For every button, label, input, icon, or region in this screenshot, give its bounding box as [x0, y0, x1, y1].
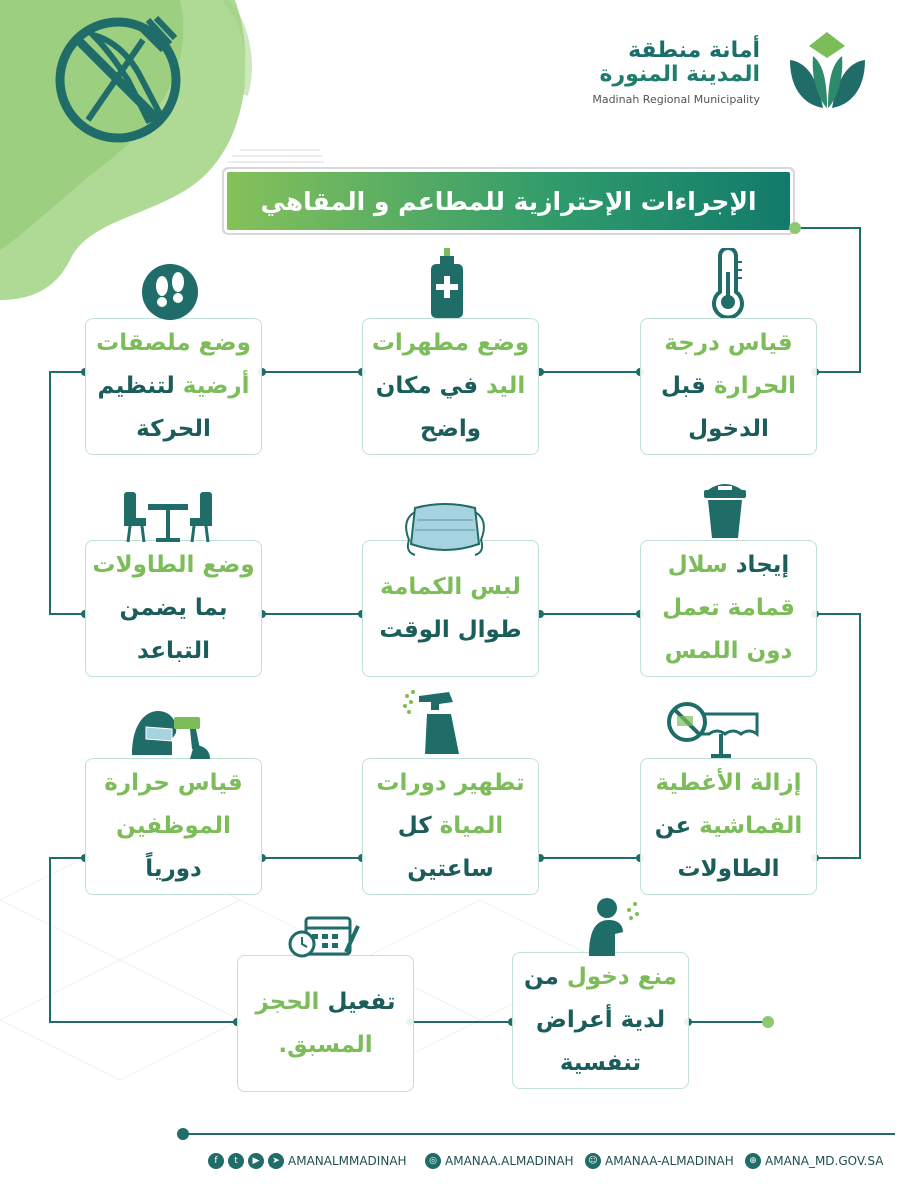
- step-text-run: تنفسية: [559, 1050, 642, 1076]
- step-text-line: [96, 322, 251, 365]
- step-text-run: ساعتين: [407, 856, 494, 882]
- step-text-run: الدخول: [688, 416, 769, 442]
- step-text-run: دون اللمس: [664, 638, 793, 664]
- step-card: [85, 758, 262, 895]
- thermometer-icon: [705, 248, 751, 318]
- step-text-run: الطاولات: [677, 856, 780, 882]
- step-text-run: اليد: [478, 373, 526, 399]
- step-text-line: [372, 322, 529, 365]
- step-text-line: [662, 587, 795, 630]
- telegram-icon[interactable]: ➤: [268, 1153, 284, 1169]
- page-title: الإجراءات الإحترازية للمطاعم و المقاهي: [260, 186, 757, 216]
- social-instagram-group[interactable]: [425, 1153, 574, 1169]
- step-text-line: [119, 587, 227, 630]
- hand-sanitizer-icon: [427, 246, 467, 320]
- step-text-run: إزالة الأغطية: [655, 770, 802, 796]
- step-text-run: لدية أعراض: [535, 1007, 666, 1033]
- step-card: [640, 540, 817, 677]
- step-card: [362, 318, 539, 455]
- step-text-line: [661, 365, 796, 408]
- step-text-run: وضع ملصقات: [96, 330, 251, 356]
- step-text-run: الحركة: [136, 416, 211, 442]
- step-text-run: دورياً: [145, 856, 202, 882]
- step-text-line: [688, 408, 769, 451]
- step-text-line: [665, 630, 793, 673]
- twitter-icon[interactable]: t: [228, 1153, 244, 1169]
- step-text-line: [379, 609, 521, 652]
- logo-arabic-line1: أمانة منطقة: [628, 38, 760, 63]
- step-text-line: [136, 408, 211, 451]
- step-card: [85, 540, 262, 677]
- step-text-run: المسبق.: [278, 1031, 373, 1058]
- step-text-line: [145, 848, 202, 891]
- website-link[interactable]: AMANA_MD.GOV.SA: [765, 1154, 884, 1168]
- footer-dot: [177, 1128, 189, 1140]
- step-text-run: أرضية: [174, 373, 250, 399]
- step-text-line: [398, 805, 503, 848]
- step-text-run: لتنظيم: [97, 373, 175, 399]
- step-text-run: قبل: [660, 373, 706, 399]
- step-text-run: قياس حرارة: [104, 770, 243, 796]
- step-text-run: الحجز: [255, 988, 320, 1015]
- step-card: [362, 758, 539, 895]
- step-text-line: [104, 762, 242, 805]
- step-text-run: كل: [397, 813, 432, 839]
- step-text-line: [92, 544, 254, 587]
- step-card: [640, 758, 817, 895]
- step-text-run: لبس الكمامة: [380, 573, 521, 600]
- step-text-line: [98, 365, 250, 408]
- step-text-line: [560, 1042, 641, 1085]
- step-text-run: قياس درجة: [664, 330, 793, 356]
- logo-arabic-line2: المدينة المنورة: [599, 62, 760, 87]
- step-text-run: عن: [654, 813, 692, 839]
- social-snapchat-group[interactable]: [585, 1153, 734, 1169]
- step-text-run: الموظفين: [116, 813, 231, 839]
- temperature-check-icon: [128, 705, 213, 760]
- step-card: [640, 318, 817, 455]
- step-text-line: [376, 365, 525, 408]
- step-text-line: [668, 544, 790, 587]
- footprints-icon: [140, 262, 200, 322]
- step-card: [512, 952, 689, 1089]
- step-text-run: وضع الطاولات: [92, 552, 255, 578]
- snapchat-handle[interactable]: AMANAA-ALMADINAH: [605, 1154, 734, 1168]
- step-text-line: [376, 762, 524, 805]
- step-text-line: [255, 981, 395, 1024]
- coughing-person-icon: [585, 896, 645, 958]
- step-text-run: القماشية: [691, 813, 803, 839]
- step-text-run: الحرارة: [705, 373, 797, 399]
- calendar-clock-icon: [288, 912, 360, 960]
- instagram-icon[interactable]: ◎: [425, 1153, 441, 1169]
- step-text-run: التباعد: [137, 638, 210, 664]
- step-text-run: واضح: [420, 416, 481, 442]
- step-text-line: [278, 1024, 372, 1067]
- step-text-run: وضع مطهرات: [371, 330, 530, 356]
- footer-divider: [183, 1133, 895, 1135]
- step-text-line: [664, 322, 792, 365]
- table-chairs-icon: [122, 488, 214, 544]
- face-mask-icon: [395, 500, 495, 560]
- step-text-line: [137, 630, 210, 673]
- step-text-run: من: [523, 964, 559, 990]
- step-text-line: [536, 999, 665, 1042]
- step-text-run: المياة: [431, 813, 504, 839]
- step-text-run: إيجاد: [727, 552, 790, 578]
- step-text-line: [407, 848, 493, 891]
- step-text-run: قمامة تعمل: [662, 595, 795, 621]
- step-text-run: سلال: [667, 552, 728, 578]
- snapchat-icon[interactable]: ☺: [585, 1153, 601, 1169]
- social-twitter-group[interactable]: [208, 1153, 407, 1169]
- step-text-line: [524, 956, 677, 999]
- youtube-icon[interactable]: ▶: [248, 1153, 264, 1169]
- step-card: [85, 318, 262, 455]
- step-text-run: تطهير دورات: [376, 770, 525, 796]
- step-text-run: منع دخول: [558, 964, 678, 990]
- spray-bottle-icon: [403, 688, 467, 758]
- social-website-group[interactable]: [745, 1153, 883, 1169]
- step-text-line: [655, 762, 801, 805]
- instagram-handle[interactable]: AMANAA.ALMADINAH: [445, 1154, 574, 1168]
- logo-english: Madinah Regional Municipality: [592, 93, 760, 106]
- twitter-handle[interactable]: AMANALMMADINAH: [288, 1154, 407, 1168]
- facebook-icon[interactable]: f: [208, 1153, 224, 1169]
- step-card: [237, 955, 414, 1092]
- step-text-line: [420, 408, 481, 451]
- step-text-line: [677, 848, 779, 891]
- no-tablecloth-icon: [665, 700, 761, 760]
- step-text-line: [116, 805, 231, 848]
- step-text-line: [655, 805, 803, 848]
- trash-bin-icon: [702, 478, 748, 540]
- step-text-run: تفعيل: [319, 988, 396, 1015]
- step-text-line: [380, 566, 521, 609]
- step-text-run: في مكان: [375, 373, 479, 399]
- globe-icon[interactable]: ⊕: [745, 1153, 761, 1169]
- step-text-run: بما يضمن: [119, 595, 228, 621]
- step-card: [362, 540, 539, 677]
- step-text-run: طوال الوقت: [379, 616, 522, 643]
